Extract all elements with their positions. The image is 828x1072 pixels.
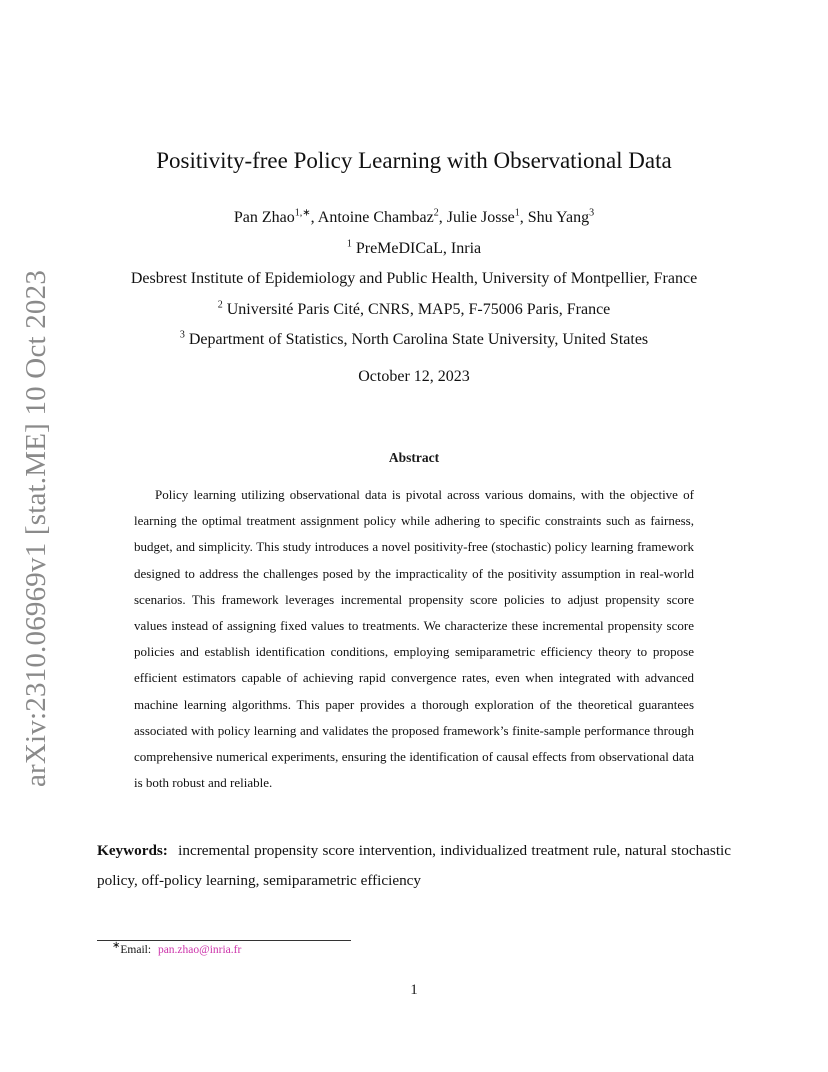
author-name: Julie Josse [446,209,515,226]
author-mark: 1,∗ [294,207,311,219]
affiliation-1 [0,240,828,258]
arxiv-side-stamp [20,269,53,787]
keywords-section [97,836,731,896]
author-list: Pan Zhao$^{1,∗}$, Antoine Chambaz$^2$, Julie Josse$^1$, Shu Yang$^3$ [233,207,595,226]
affiliation-number: 3 [179,329,185,341]
affiliation-1-continued: Desbrest Institute of Epidemiology and Public Health, University of Montpellier, France [130,270,698,287]
abstract-heading: Abstract [388,450,440,465]
affiliation-2 [0,301,828,319]
author-name: Pan Zhao [233,209,295,226]
affiliation-3 [0,331,828,349]
author-mark: 2 [433,207,439,219]
author-mark: 3 [589,207,595,219]
affiliation-number: 1 [346,238,352,250]
footnote [112,940,242,956]
affiliation-name: Department of Statistics, North Carolina State University, United States [188,331,649,348]
affiliation-name: PreMeDICaL, Inria [355,240,482,257]
affiliation-name: Université Paris Cité, CNRS, MAP5, F-75006 Paris, France [226,301,611,318]
footnote-rule [97,940,351,941]
abstract-body: Policy learning utilizing observational data is pivotal across various domains, with the objective of learning the optimal treatment assignment policy while adhering to specific constraints such as fairness, budget, and simplicity. This study introduces a novel positivity-free (stochastic) policy learning framework designed to address the challenges posed by the impracticality of the positivity assumption in real-world scenarios. This framework leverages incremental propensity score policies to adjust propensity score values instead of assigning fixed values to treatments. We characterize these incremental propensity score policies and establish identification conditions, employing semiparametric efficiency theory to propose efficient estimators capable of achieving rapid convergence rates, even when integrated with advanced machine learning algorithms. This paper provides a thorough exploration of the theoretical guarantees associated with policy learning and validates the proposed framework’s finite-sample performance through comprehensive numerical experiments, ensuring the identification of causal effects from observational data is both robust and reliable. [134,487,694,791]
email-link[interactable]: pan.zhao@inria.fr [157,944,242,956]
author-mark: 1 [514,207,520,219]
affiliation-number: 2 [217,299,223,311]
arxiv-identifier: arXiv:2310.06969v1 [stat.ME] 10 Oct 2023 [20,269,53,787]
author-name: Shu Yang [527,209,590,226]
footnote-mark: ∗ [112,940,121,952]
paper-title: Positivity-free Policy Learning with Observational Data [156,148,672,173]
keywords-label: Keywords: [97,842,168,859]
keywords-text: incremental propensity score intervention, individualized treatment rule, natural stochastic policy, off-policy learning, semiparametric efficiency [97,842,732,889]
page-number: 1 [410,982,418,998]
footnote-label: Email: [120,944,152,956]
paper-date: October 12, 2023 [358,368,470,385]
author-name: Antoine Chambaz [317,209,434,226]
